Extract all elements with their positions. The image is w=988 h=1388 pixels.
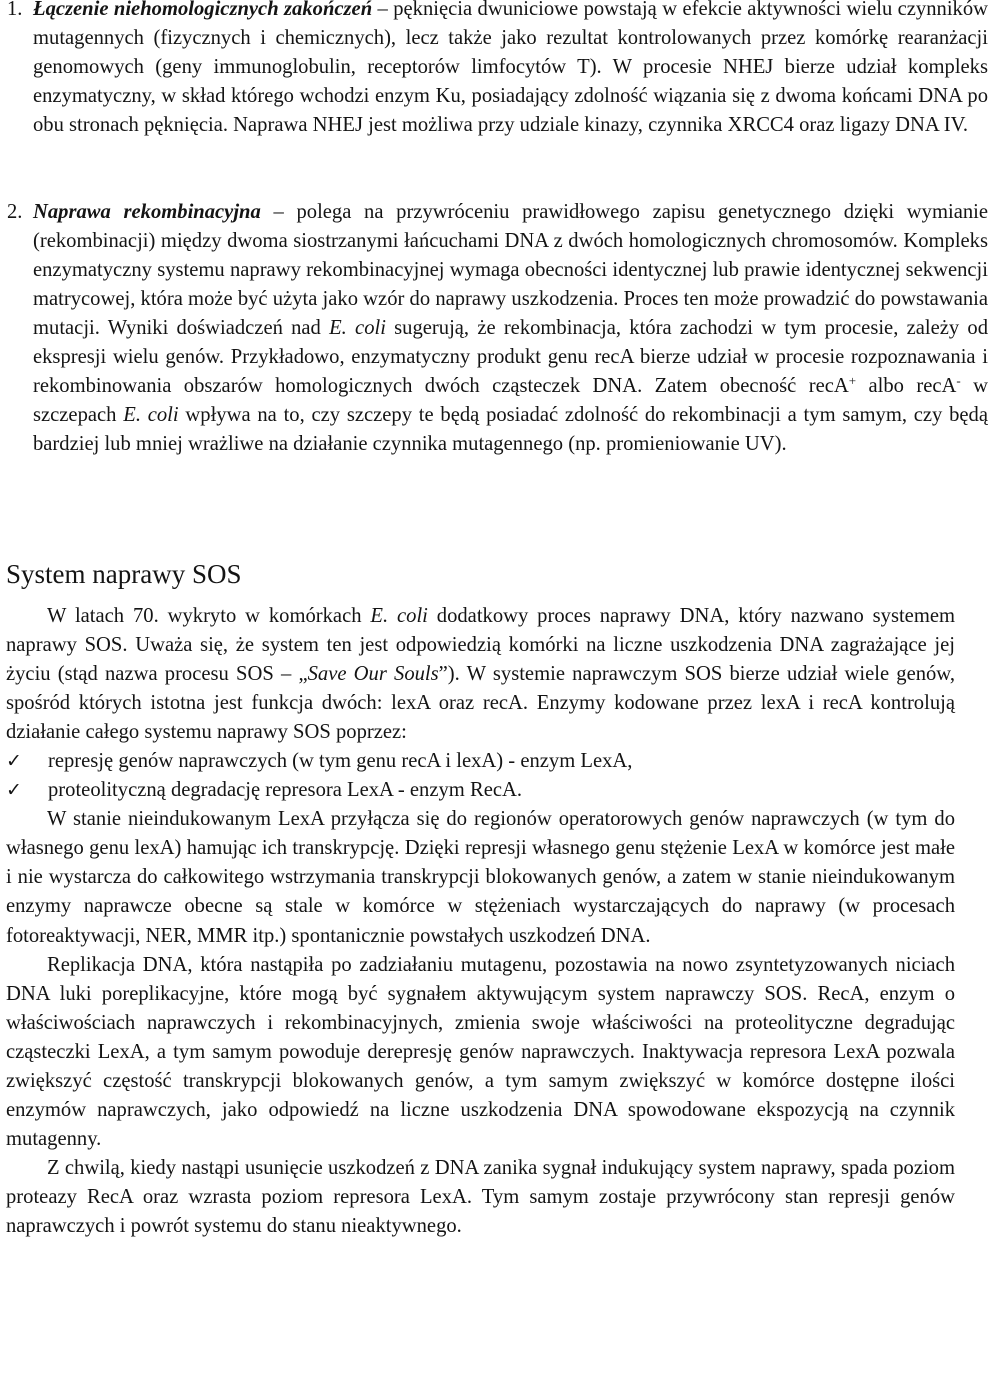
- paragraph-text: ”). W systemie naprawczym SOS bierze udział wiele genów, spośród których istotna jest funkcja dwóch: lexA oraz recA. Enzymy kodowane przez lexA i recA kontrolują działanie całego systemu naprawy SOS poprzez:: [6, 663, 955, 744]
- item-text: w szczepach: [33, 375, 988, 427]
- item-text: wpływa na to, czy szczepy te będą posiadać zdolność do rekombinacji a tym samym, czy będą bardziej lub mniej wrażliwe na działanie czynnika mutagennego (np. promieniowanie UV).: [33, 404, 988, 456]
- item-term: Łączenie niehomologicznych zakończeń: [33, 0, 373, 20]
- paragraph-text: W latach 70. wykryto w komórkach: [47, 605, 371, 627]
- species-name: E. coli: [370, 605, 428, 627]
- list-item: [6, 747, 955, 776]
- sos-section-body: [6, 602, 955, 1241]
- item-text: albo recA: [856, 375, 957, 398]
- item-text: – pęknięcia dwuniciowe powstają w efekcie aktywności wielu czynników mutagennych (fizycznych i chemicznych), lecz także jako rezultat kontrolowanych przez komórkę rearanżacji genomowych (geny immunoglobulin, receptorów limfocytów T). W procesie NHEJ bierze udział kompleks enzymatyczny, w skład którego wchodzi enzym Ku, posiadający zdolność wiązania się z dwoma końcami DNA po obu stronach pęknięcia. Naprawa NHEJ jest możliwa przy udziale kinazy, czynnika XRCC4 oraz ligazy DNA IV.: [33, 0, 988, 137]
- item-text: sugerują, że rekombinacja, która zachodzi w tym procesie, zależy od ekspresji wielu genów. Przykładowo, enzymatyczny produkt genu recA bierze udział w procesie rozpoznawania i rekombinowania obszarów homologicznych dwóch cząsteczek DNA. Zatem obecność recA: [33, 317, 988, 398]
- list-item-text: represję genów naprawczych (w tym genu recA i lexA) - enzym LexA,: [48, 750, 633, 773]
- species-name: E. coli: [329, 317, 386, 340]
- item-number: 2.: [7, 201, 23, 223]
- function-list: [6, 747, 955, 805]
- item-text: – polega na przywróceniu prawidłowego zapisu genetycznego dzięki wymianie (rekombinacji) między dwoma siostrzanymi łańcuchami DNA z dwóch homologicznych chromosomów. Kompleks enzymatyczny systemu naprawy rekombinacyjnej wymaga obecności identycznej lub prawie identycznej sekwencji matrycowej, która może być użyta jako wzór do naprawy uszkodzenia. Proces ten może prowadzić do powstawania mutacji. Wyniki doświadczeń nad: [33, 201, 988, 340]
- check-icon: ✓: [6, 750, 22, 773]
- check-icon: ✓: [6, 779, 22, 802]
- paragraph-text: dodatkowy proces naprawy DNA, który nazwano systemem naprawy SOS. Uważa się, że system ten jest odpowiedzią komórki na liczne uszkodzenia DNA zagrażające jej życiu (stąd nazwa procesu SOS – „: [6, 605, 956, 686]
- quote-text: Save Our Souls: [307, 663, 439, 686]
- list-item-text: proteolityczną degradację represora LexA - enzym RecA.: [48, 779, 522, 802]
- species-name: E. coli: [123, 404, 179, 427]
- superscript-minus: -: [956, 373, 961, 389]
- list-item-recombination-repair: [0, 198, 988, 459]
- paragraph-replication: Replikacja DNA, która nastąpiła po zadziałaniu mutagenu, pozostawia na nowo zsyntetyzowanych niciach DNA luki poreplikacyjne, które mogą być sygnałem aktywującym system naprawczy SOS. RecA, enzym o właściwościach naprawczych i rekombinacyjnych, zmienia swoje właściwości na proteolityczne degradując cząsteczki LexA, a tym samym powoduje derepresję genów naprawczych. Inaktywacja represora LexA pozwala zwiększyć częstość transkrypcji blokowanych genów, a tym samym zwiększyć w komórce dostępne ilości enzymów naprawczych, jako odpowiedź na liczne uszkodzenia DNA spowodowane ekspozycją na czynnik mutagenny.: [6, 953, 955, 1150]
- paragraph-uninduced: W stanie nieindukowanym LexA przyłącza się do regionów operatorowych genów naprawczych (w tym do własnego genu lexA) hamując ich transkrypcję. Dzięki represji własnego genu stężenie LexA w komórce jest małe i nie wystarcza do całkowitego wstrzymania transkrypcji blokowanych genów, a zatem w stanie nieindukowanym enzymy naprawcze obecne są stale w komórce w stężeniach wystarczających do naprawy (w procesach fotoreaktywacji, NER, MMR itp.) spontanicznie powstałych uszkodzeń DNA.: [6, 808, 955, 947]
- section-heading: System naprawy SOS: [6, 559, 242, 589]
- item-term: Naprawa rekombinacyjna: [33, 201, 261, 223]
- paragraph-restoration: Z chwilą, kiedy nastąpi usunięcie uszkodzeń z DNA zanika sygnał indukujący system naprawy, spada poziom proteazy RecA oraz wzrasta poziom represora LexA. Tym samym zostaje przywrócony stan represji genów naprawczych i powrót systemu do stanu nieaktywnego.: [6, 1156, 955, 1237]
- superscript-plus: +: [848, 373, 857, 389]
- list-item: [6, 776, 955, 805]
- item-number: 1.: [7, 0, 23, 20]
- paragraph-intro: [6, 602, 955, 747]
- list-item-nhej: [0, 0, 988, 140]
